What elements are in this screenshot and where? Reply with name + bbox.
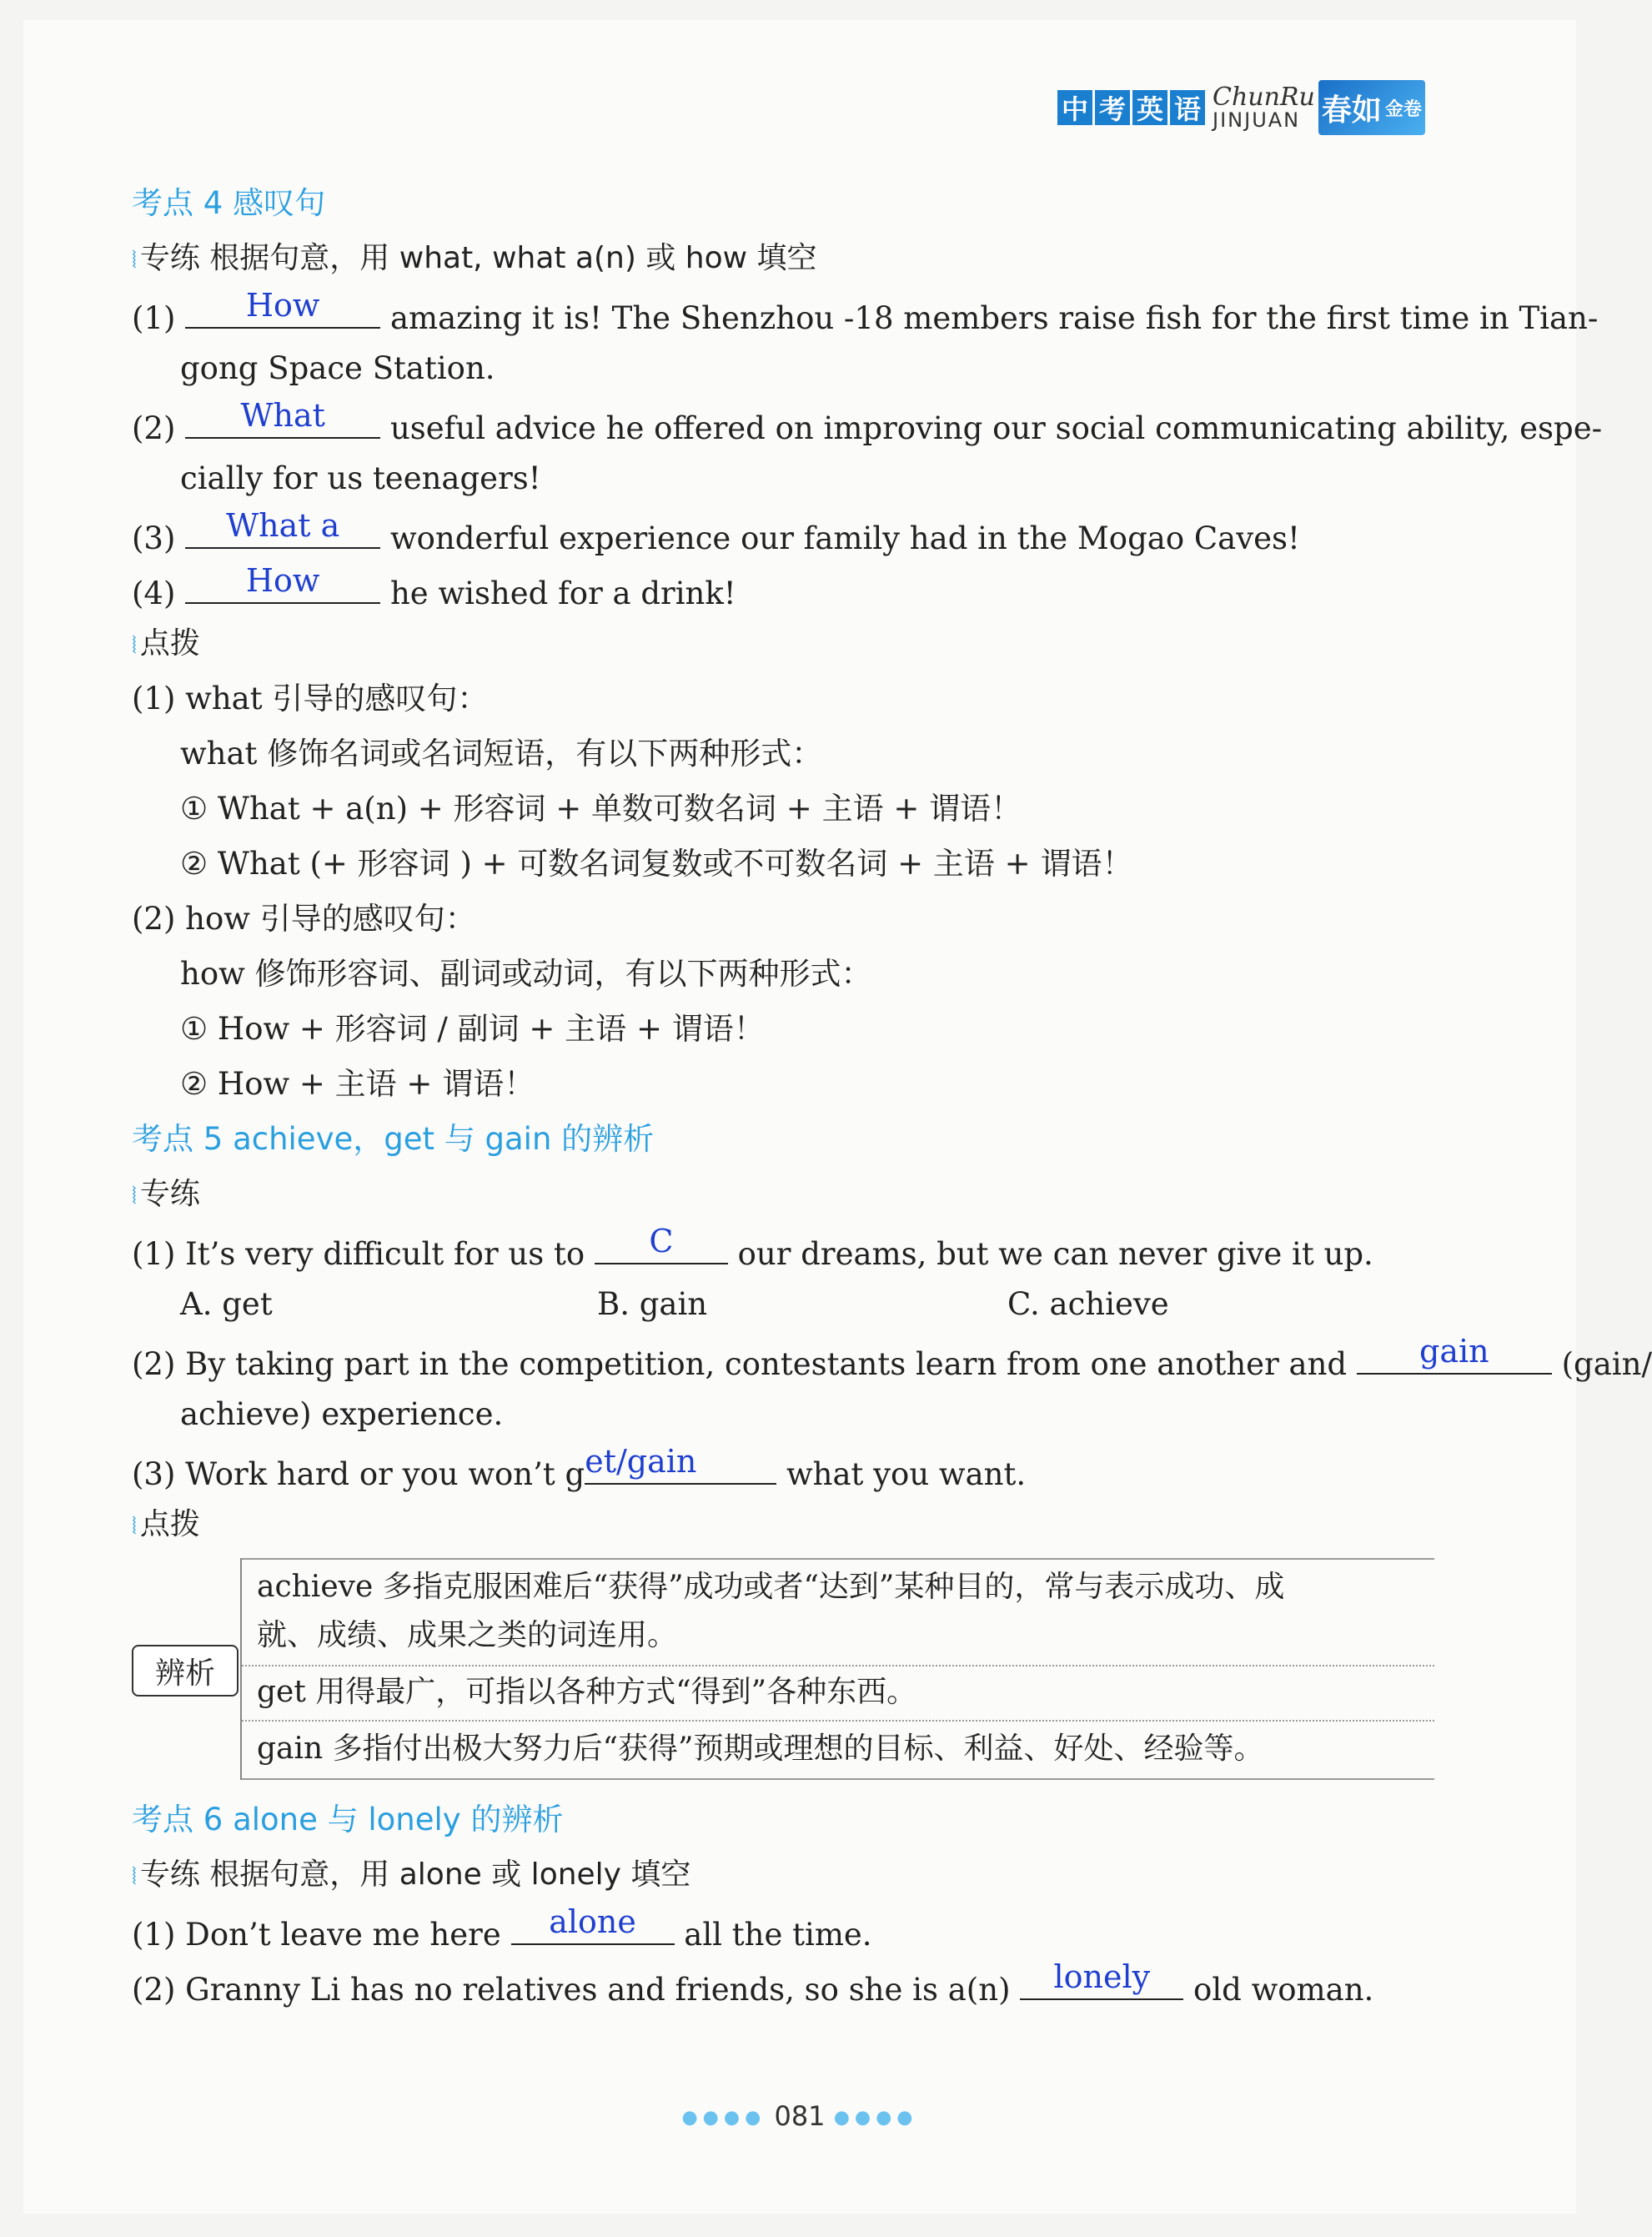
table-row: achieve 多指克服困难后“获得”成功或者“达到”某种目的，常与表示成功、成 — [257, 1570, 1285, 1604]
answer: How — [245, 287, 320, 324]
mark-text: 春如 — [1321, 93, 1382, 128]
tip-line: what 修饰名词或名词短语，有以下两种形式： — [180, 736, 823, 772]
question — [132, 397, 1603, 450]
mark-small: 金卷 — [1384, 98, 1422, 120]
exercise-title-text: 专练 根据句意，用 alone 或 lonely 填空 — [139, 1857, 691, 1892]
answer: C — [649, 1223, 674, 1259]
question — [132, 562, 736, 616]
question-continuation: cially for us teenagers! — [180, 460, 541, 496]
question-text: what you want. — [786, 1456, 1027, 1492]
tip-line: (1) what 引导的感叹句： — [132, 681, 489, 716]
question-number: (4) — [132, 576, 176, 611]
comparison-table — [132, 1558, 1433, 1780]
answer: gain — [1419, 1333, 1489, 1370]
exercise-title: ⦚ 专练 根据句意，用 what, what a(n) 或 how 填空 — [132, 241, 817, 275]
question-text: our dreams, but we can never give it up. — [737, 1236, 1373, 1272]
answer-blank[interactable] — [185, 397, 380, 439]
question-text: (2) By taking part in the competition, contestants learn from one another and — [132, 1346, 1348, 1382]
question-text: (1) Don’t leave me here — [132, 1917, 501, 1953]
table-row: gain 多指付出极大努力后“获得”预期或理想的目标、利益、好处、经验等。 — [257, 1732, 1264, 1766]
option: C. achieve — [1007, 1286, 1169, 1322]
question-text: all the time. — [684, 1917, 872, 1953]
answer-blank[interactable] — [185, 287, 380, 329]
option: B. gain — [597, 1286, 708, 1322]
answer-blank[interactable] — [1020, 1958, 1183, 2000]
logo-char: 英 — [1132, 90, 1167, 125]
brand-bottom: JINJUAN — [1213, 108, 1301, 132]
tip-line: ② How + 主语 + 谓语！ — [180, 1066, 535, 1102]
question — [132, 1223, 1373, 1276]
brand-top: ChunRu — [1213, 83, 1315, 112]
question — [132, 1958, 1374, 2012]
question-text: (1) It’s very difficult for us to — [132, 1236, 585, 1272]
answer-blank[interactable] — [185, 507, 380, 549]
logo-char: 语 — [1170, 90, 1205, 125]
table-row: 就、成绩、成果之类的词连用。 — [257, 1618, 678, 1652]
exercise-title: ⦚ 专练 — [132, 1177, 200, 1211]
exercise-title-text: 专练 根据句意，用 what, what a(n) 或 how 填空 — [139, 241, 817, 275]
answer: lonely — [1053, 1958, 1151, 1995]
question — [132, 287, 1599, 340]
question-continuation: achieve) experience. — [180, 1396, 504, 1432]
answer: What a — [226, 507, 340, 544]
brand-mark — [1318, 80, 1425, 135]
section-heading: 考点 6 alone 与 lonely 的辨析 — [132, 1802, 564, 1837]
question — [132, 507, 1300, 561]
question-text: (gain/ — [1561, 1346, 1652, 1382]
question-text: amazing it is! The Shenzhou -18 members raise fish for the first time in Tian- — [389, 300, 1599, 336]
tip-line: ① What + a(n) + 形容词 + 单数可数名词 + 主语 + 谓语！ — [180, 791, 1022, 827]
question — [132, 1443, 1027, 1496]
answer-blank[interactable] — [511, 1903, 675, 1945]
section-heading: 考点 4 感叹句 — [132, 185, 326, 221]
logo-char: 考 — [1095, 90, 1130, 125]
page-footer — [0, 2100, 1599, 2132]
question-continuation: gong Space Station. — [180, 350, 495, 386]
question-number: (2) — [132, 410, 176, 446]
answer: How — [245, 562, 320, 599]
question-text: old woman. — [1193, 1972, 1374, 2008]
question-text: (2) Granny Li has no relatives and friends, so she is a(n) — [132, 1972, 1011, 2008]
tip-line: ② What (+ 形容词 ) + 可数名词复数或不可数名词 + 主语 + 谓语！ — [180, 846, 1133, 882]
options — [132, 1283, 1348, 1326]
answer: et/gain — [585, 1443, 697, 1480]
answer-blank[interactable] — [185, 562, 380, 604]
tip-title-text: 点拨 — [139, 1507, 200, 1541]
tip-line: ① How + 形容词 / 副词 + 主语 + 谓语！ — [180, 1011, 765, 1047]
question-text: (3) Work hard or you won’t g — [132, 1456, 585, 1492]
tip-line: how 修饰形容词、副词或动词，有以下两种形式： — [180, 956, 872, 992]
exercise-title: ⦚ 专练 根据句意，用 alone 或 lonely 填空 — [132, 1857, 691, 1892]
tip-title: ⦚ 点拨 — [132, 626, 200, 661]
answer-blank[interactable] — [585, 1443, 776, 1485]
tip-title: ⦚ 点拨 — [132, 1507, 200, 1541]
answer: alone — [549, 1903, 636, 1940]
question-number: (1) — [132, 300, 176, 336]
question-text: he wished for a drink! — [389, 576, 736, 611]
question — [132, 1903, 872, 1957]
table-row: get 用得最广，可指以各种方式“得到”各种东西。 — [257, 1675, 917, 1709]
tip-line: (2) how 引导的感叹句： — [132, 901, 476, 937]
question-number: (3) — [132, 520, 176, 556]
page-number: 081 — [774, 2100, 826, 2132]
analysis-tag: 辨析 — [132, 1645, 239, 1697]
question — [132, 1333, 1652, 1386]
section-heading: 考点 5 achieve，get 与 gain 的辨析 — [132, 1121, 655, 1157]
answer: What — [240, 397, 325, 434]
logo-char: 中 — [1057, 90, 1092, 125]
exercise-title-text: 专练 — [139, 1177, 200, 1211]
question-text: useful advice he offered on improving our social communicating ability, espe- — [389, 410, 1603, 446]
tip-title-text: 点拨 — [139, 626, 200, 661]
question-text: wonderful experience our family had in the Mogao Caves! — [389, 520, 1300, 556]
footer-dots-right: ●●●● — [833, 2107, 918, 2129]
publisher-logo — [1057, 80, 1425, 135]
answer-blank[interactable] — [1357, 1333, 1552, 1375]
footer-dots-left: ●●●● — [681, 2107, 766, 2129]
answer-blank[interactable] — [595, 1223, 728, 1264]
option: A. get — [180, 1286, 273, 1322]
